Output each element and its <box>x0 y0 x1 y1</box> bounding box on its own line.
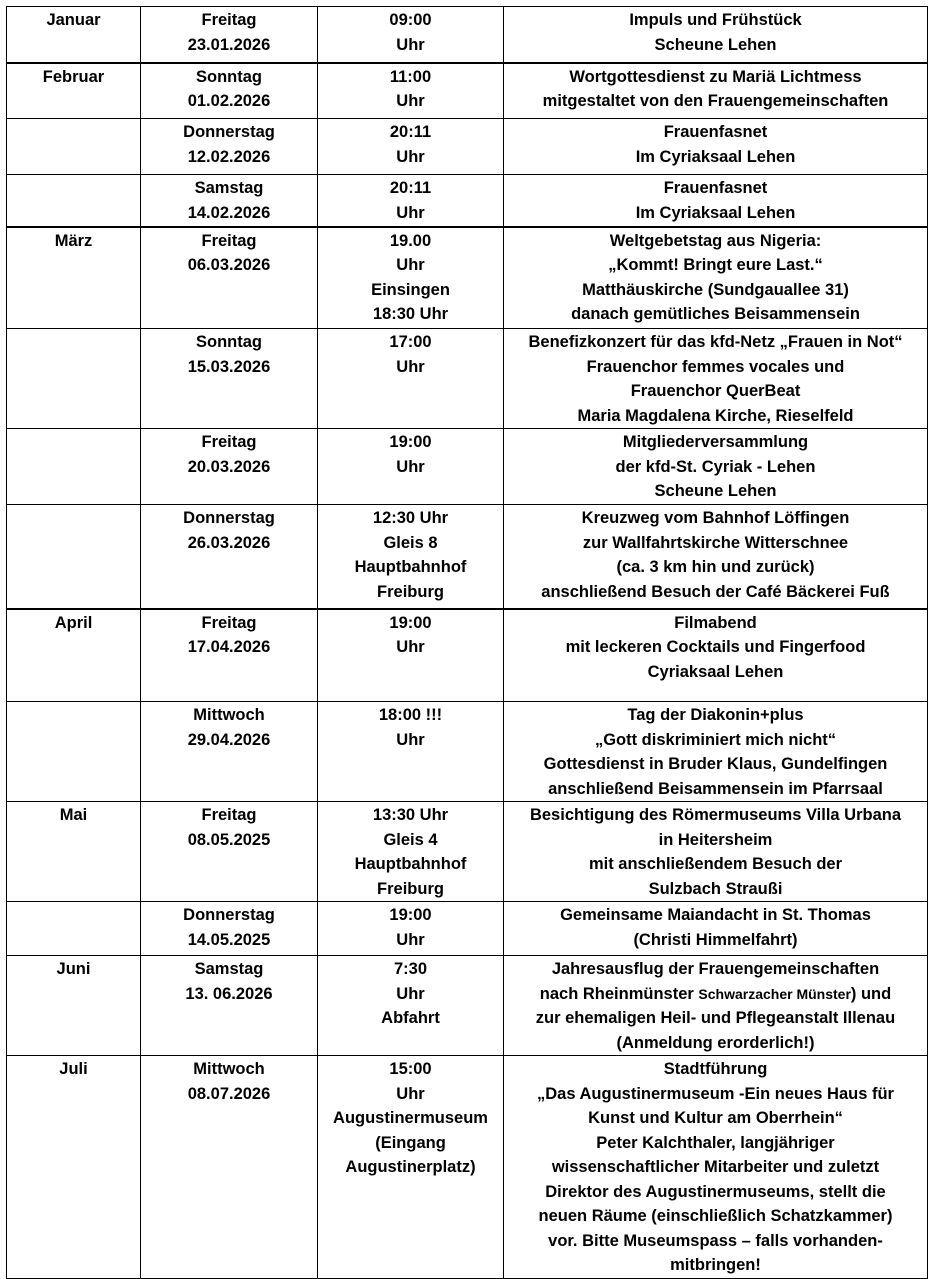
event-line: (Christi Himmelfahrt) <box>633 930 798 949</box>
event-line: Frauenchor QuerBeat <box>630 382 801 400</box>
event-line: anschließend Besuch der Café Bäckerei Fuß <box>541 582 890 601</box>
month-cell <box>7 505 141 609</box>
event-line: Weltgebetstag aus Nigeria: <box>609 231 822 250</box>
date-line: Mittwoch <box>193 1060 265 1078</box>
event-line: Jahresausflug der Frauengemeinschaften <box>551 960 880 978</box>
time-line: 20:11 <box>389 179 432 197</box>
month-label: April <box>54 613 93 632</box>
date-line: 15.03.2026 <box>187 357 271 376</box>
date-line: Donnerstag <box>183 123 275 141</box>
table-row <box>7 609 928 702</box>
event-line: nach Rheinmünster Schwarzacher Münster) und <box>539 984 892 1003</box>
event-line: anschließend Beisammensein im Pfarrsaal <box>548 779 883 798</box>
date-cell <box>141 7 318 63</box>
event-line: Kunst und Kultur am Oberrhein“ <box>588 1109 843 1127</box>
event-line: neuen Räume (einschließlich Schatzkammer) <box>538 1207 893 1225</box>
table-row <box>7 956 928 1056</box>
time-line: 17:00 <box>389 333 432 351</box>
time-line: Uhr <box>396 984 425 1003</box>
time-line: Hauptbahnhof <box>354 558 467 576</box>
date-line: Sonntag <box>196 67 262 86</box>
event-line: in Heitersheim <box>658 830 773 849</box>
time-line: 13:30 Uhr <box>372 806 449 824</box>
date-line: Freitag <box>201 11 257 29</box>
time-line: Freiburg <box>377 879 444 898</box>
event-line: (Anmeldung erorderlich!) <box>616 1033 815 1052</box>
table-row <box>7 802 928 902</box>
month-cell <box>7 227 141 329</box>
date-cell <box>141 329 318 429</box>
time-cell <box>318 802 504 902</box>
time-line: Einsingen <box>371 280 450 299</box>
event-cell <box>504 902 928 956</box>
table-row <box>7 505 928 609</box>
date-line: 26.03.2026 <box>187 533 271 552</box>
event-line: Peter Kalchthaler, langjähriger <box>596 1133 835 1152</box>
time-cell <box>318 227 504 329</box>
date-line: Samstag <box>194 179 264 197</box>
month-cell <box>7 7 141 63</box>
time-line: 19:00 <box>389 906 432 924</box>
date-cell <box>141 802 318 902</box>
event-cell <box>504 802 928 902</box>
event-cell <box>504 119 928 175</box>
event-cell <box>504 702 928 802</box>
time-cell <box>318 609 504 702</box>
table-row <box>7 329 928 429</box>
time-line: 18:00 !!! <box>378 706 443 724</box>
month-label: Juli <box>59 1060 88 1078</box>
date-line: 08.07.2026 <box>187 1084 271 1103</box>
table-row <box>7 702 928 802</box>
time-cell <box>318 175 504 227</box>
event-line: Gemeinsame Maiandacht in St. Thomas <box>560 906 871 924</box>
time-line: 19:00 <box>389 613 432 632</box>
date-cell <box>141 1056 318 1279</box>
time-line: Uhr <box>396 203 425 222</box>
date-line: 29.04.2026 <box>187 730 271 749</box>
event-line: vor. Bitte Museumspass – falls vorhanden- <box>548 1231 883 1250</box>
time-line: 20:11 <box>389 123 432 141</box>
date-line: 17.04.2026 <box>187 638 271 656</box>
month-label: Januar <box>46 11 101 29</box>
event-cell <box>504 329 928 429</box>
date-line: 12.02.2026 <box>187 147 271 166</box>
date-cell <box>141 902 318 956</box>
month-cell <box>7 429 141 505</box>
date-line: 23.01.2026 <box>187 35 271 54</box>
time-line: (Eingang <box>375 1133 446 1152</box>
event-line: Im Cyriaksaal Lehen <box>635 147 796 166</box>
events-table <box>6 6 928 1279</box>
month-label: März <box>54 231 93 250</box>
time-cell <box>318 505 504 609</box>
date-cell <box>141 63 318 119</box>
time-cell <box>318 63 504 119</box>
event-line: Direktor des Augustinermuseums, stellt die <box>545 1182 886 1201</box>
month-cell <box>7 609 141 702</box>
date-line: 08.05.2025 <box>187 830 271 849</box>
month-label: Mai <box>59 806 88 824</box>
event-line: danach gemütliches Beisammensein <box>571 305 860 323</box>
event-line: zur Wallfahrtskirche Witterschnee <box>582 533 849 552</box>
date-line: Freitag <box>201 433 257 451</box>
date-line: 20.03.2026 <box>187 457 271 476</box>
month-cell <box>7 329 141 429</box>
month-cell <box>7 175 141 227</box>
time-cell <box>318 702 504 802</box>
date-cell <box>141 119 318 175</box>
date-line: 06.03.2026 <box>187 256 271 274</box>
event-line: der kfd-St. Cyriak - Lehen <box>615 457 816 476</box>
event-line: zur ehemaligen Heil- und Pflegeanstalt Illenau <box>535 1009 896 1027</box>
time-line: 09:00 <box>389 11 432 29</box>
time-line: Uhr <box>396 930 425 949</box>
time-cell <box>318 429 504 505</box>
time-line: Uhr <box>396 730 425 749</box>
event-line: Frauenfasnet <box>663 179 768 197</box>
date-line: 13. 06.2026 <box>185 984 273 1003</box>
time-line: Augustinerplatz) <box>345 1158 476 1176</box>
event-cell <box>504 429 928 505</box>
date-cell <box>141 702 318 802</box>
event-line: Frauenfasnet <box>663 123 768 141</box>
time-line: Gleis 4 <box>383 830 438 849</box>
event-line: „Das Augustinermuseum -Ein neues Haus für <box>537 1084 894 1103</box>
date-line: Mittwoch <box>193 706 265 724</box>
date-line: 14.02.2026 <box>187 203 271 222</box>
date-cell <box>141 429 318 505</box>
event-line: Impuls und Frühstück <box>629 11 802 29</box>
date-line: 01.02.2026 <box>187 92 271 110</box>
month-cell <box>7 802 141 902</box>
time-line: 19:00 <box>389 433 432 451</box>
date-line: Donnerstag <box>183 906 275 924</box>
date-line: 14.05.2025 <box>187 930 271 949</box>
date-line: Sonntag <box>196 333 262 351</box>
table-row <box>7 429 928 505</box>
event-line: Stadtführung <box>663 1060 768 1078</box>
event-line: (ca. 3 km hin und zurück) <box>616 558 815 576</box>
event-line: Gottesdienst in Bruder Klaus, Gundelfingen <box>543 755 888 773</box>
time-cell <box>318 956 504 1056</box>
event-line: mit anschließendem Besuch der <box>588 855 843 873</box>
time-cell <box>318 902 504 956</box>
event-line: mit leckeren Cocktails und Fingerfood <box>565 638 866 656</box>
time-cell <box>318 119 504 175</box>
event-line: Maria Magdalena Kirche, Rieselfeld <box>577 406 854 425</box>
event-line: Kreuzweg vom Bahnhof Löffingen <box>581 509 850 527</box>
event-cell <box>504 7 928 63</box>
time-line: Uhr <box>396 92 425 110</box>
time-line: 15:00 <box>389 1060 432 1078</box>
time-line: 18:30 Uhr <box>372 305 449 323</box>
time-cell <box>318 1056 504 1279</box>
date-cell <box>141 956 318 1056</box>
time-line: Uhr <box>396 638 425 656</box>
event-line: Besichtigung des Römermuseums Villa Urbana <box>529 806 902 824</box>
date-line: Donnerstag <box>183 509 275 527</box>
date-cell <box>141 227 318 329</box>
time-line: Augustinermuseum <box>333 1109 488 1127</box>
date-line: Freitag <box>201 613 257 632</box>
time-cell <box>318 329 504 429</box>
time-line: Uhr <box>396 147 425 166</box>
event-line: Wortgottesdienst zu Mariä Lichtmess <box>569 67 862 86</box>
event-line: Scheune Lehen <box>654 482 777 500</box>
date-line: Freitag <box>201 231 257 250</box>
event-cell <box>504 227 928 329</box>
month-label: Juni <box>56 960 91 978</box>
month-cell <box>7 63 141 119</box>
date-line: Freitag <box>201 806 257 824</box>
table-row <box>7 227 928 329</box>
month-cell <box>7 956 141 1056</box>
event-line: Tag der Diakonin+plus <box>627 706 804 724</box>
date-line: Samstag <box>194 960 264 978</box>
time-line: 19.00 <box>389 231 432 250</box>
time-line: 12:30 Uhr <box>372 509 449 527</box>
event-cell <box>504 175 928 227</box>
date-cell <box>141 609 318 702</box>
table-row <box>7 63 928 119</box>
event-line: Sulzbach Straußi <box>648 879 783 898</box>
event-line: „Kommt! Bringt eure Last.“ <box>608 256 823 274</box>
month-cell <box>7 702 141 802</box>
event-line: Benefizkonzert für das kfd-Netz „Frauen in Not“ <box>528 333 903 351</box>
time-line: Hauptbahnhof <box>354 855 467 873</box>
month-cell <box>7 1056 141 1279</box>
time-line: Uhr <box>396 457 425 476</box>
event-line: Mitgliederversammlung <box>622 433 809 451</box>
event-cell <box>504 1056 928 1279</box>
date-cell <box>141 175 318 227</box>
time-cell <box>318 7 504 63</box>
month-cell <box>7 119 141 175</box>
table-row <box>7 175 928 227</box>
month-cell <box>7 902 141 956</box>
time-line: Gleis 8 <box>383 533 438 552</box>
time-line: Abfahrt <box>381 1009 440 1027</box>
time-line: Freiburg <box>377 582 444 601</box>
month-label: Februar <box>42 67 105 86</box>
event-line: „Gott diskriminiert mich nicht“ <box>594 730 837 749</box>
table-row <box>7 119 928 175</box>
time-line: 11:00 <box>389 67 432 86</box>
time-line: Uhr <box>396 35 425 54</box>
table-row <box>7 7 928 63</box>
time-line: Uhr <box>396 357 425 376</box>
date-cell <box>141 505 318 609</box>
time-line: Uhr <box>396 256 425 274</box>
table-row <box>7 902 928 956</box>
table-row <box>7 1056 928 1279</box>
event-line: mitgestaltet von den Frauengemeinschaften <box>542 92 889 110</box>
time-line: Uhr <box>396 1084 425 1103</box>
event-cell <box>504 609 928 702</box>
event-cell <box>504 505 928 609</box>
event-line: wissenschaftlicher Mitarbeiter und zuletzt <box>551 1158 880 1176</box>
event-line: mitbringen! <box>670 1256 761 1274</box>
event-line: Filmabend <box>674 613 757 632</box>
event-line: Scheune Lehen <box>654 35 777 54</box>
time-line: 7:30 <box>393 960 428 978</box>
event-line: Matthäuskirche (Sundgauallee 31) <box>582 280 849 299</box>
event-cell <box>504 956 928 1056</box>
event-line: Frauenchor femmes vocales und <box>586 357 845 376</box>
event-line: Cyriaksaal Lehen <box>647 662 784 681</box>
events-table-body <box>7 7 928 1279</box>
event-line: Im Cyriaksaal Lehen <box>635 203 796 222</box>
event-cell <box>504 63 928 119</box>
